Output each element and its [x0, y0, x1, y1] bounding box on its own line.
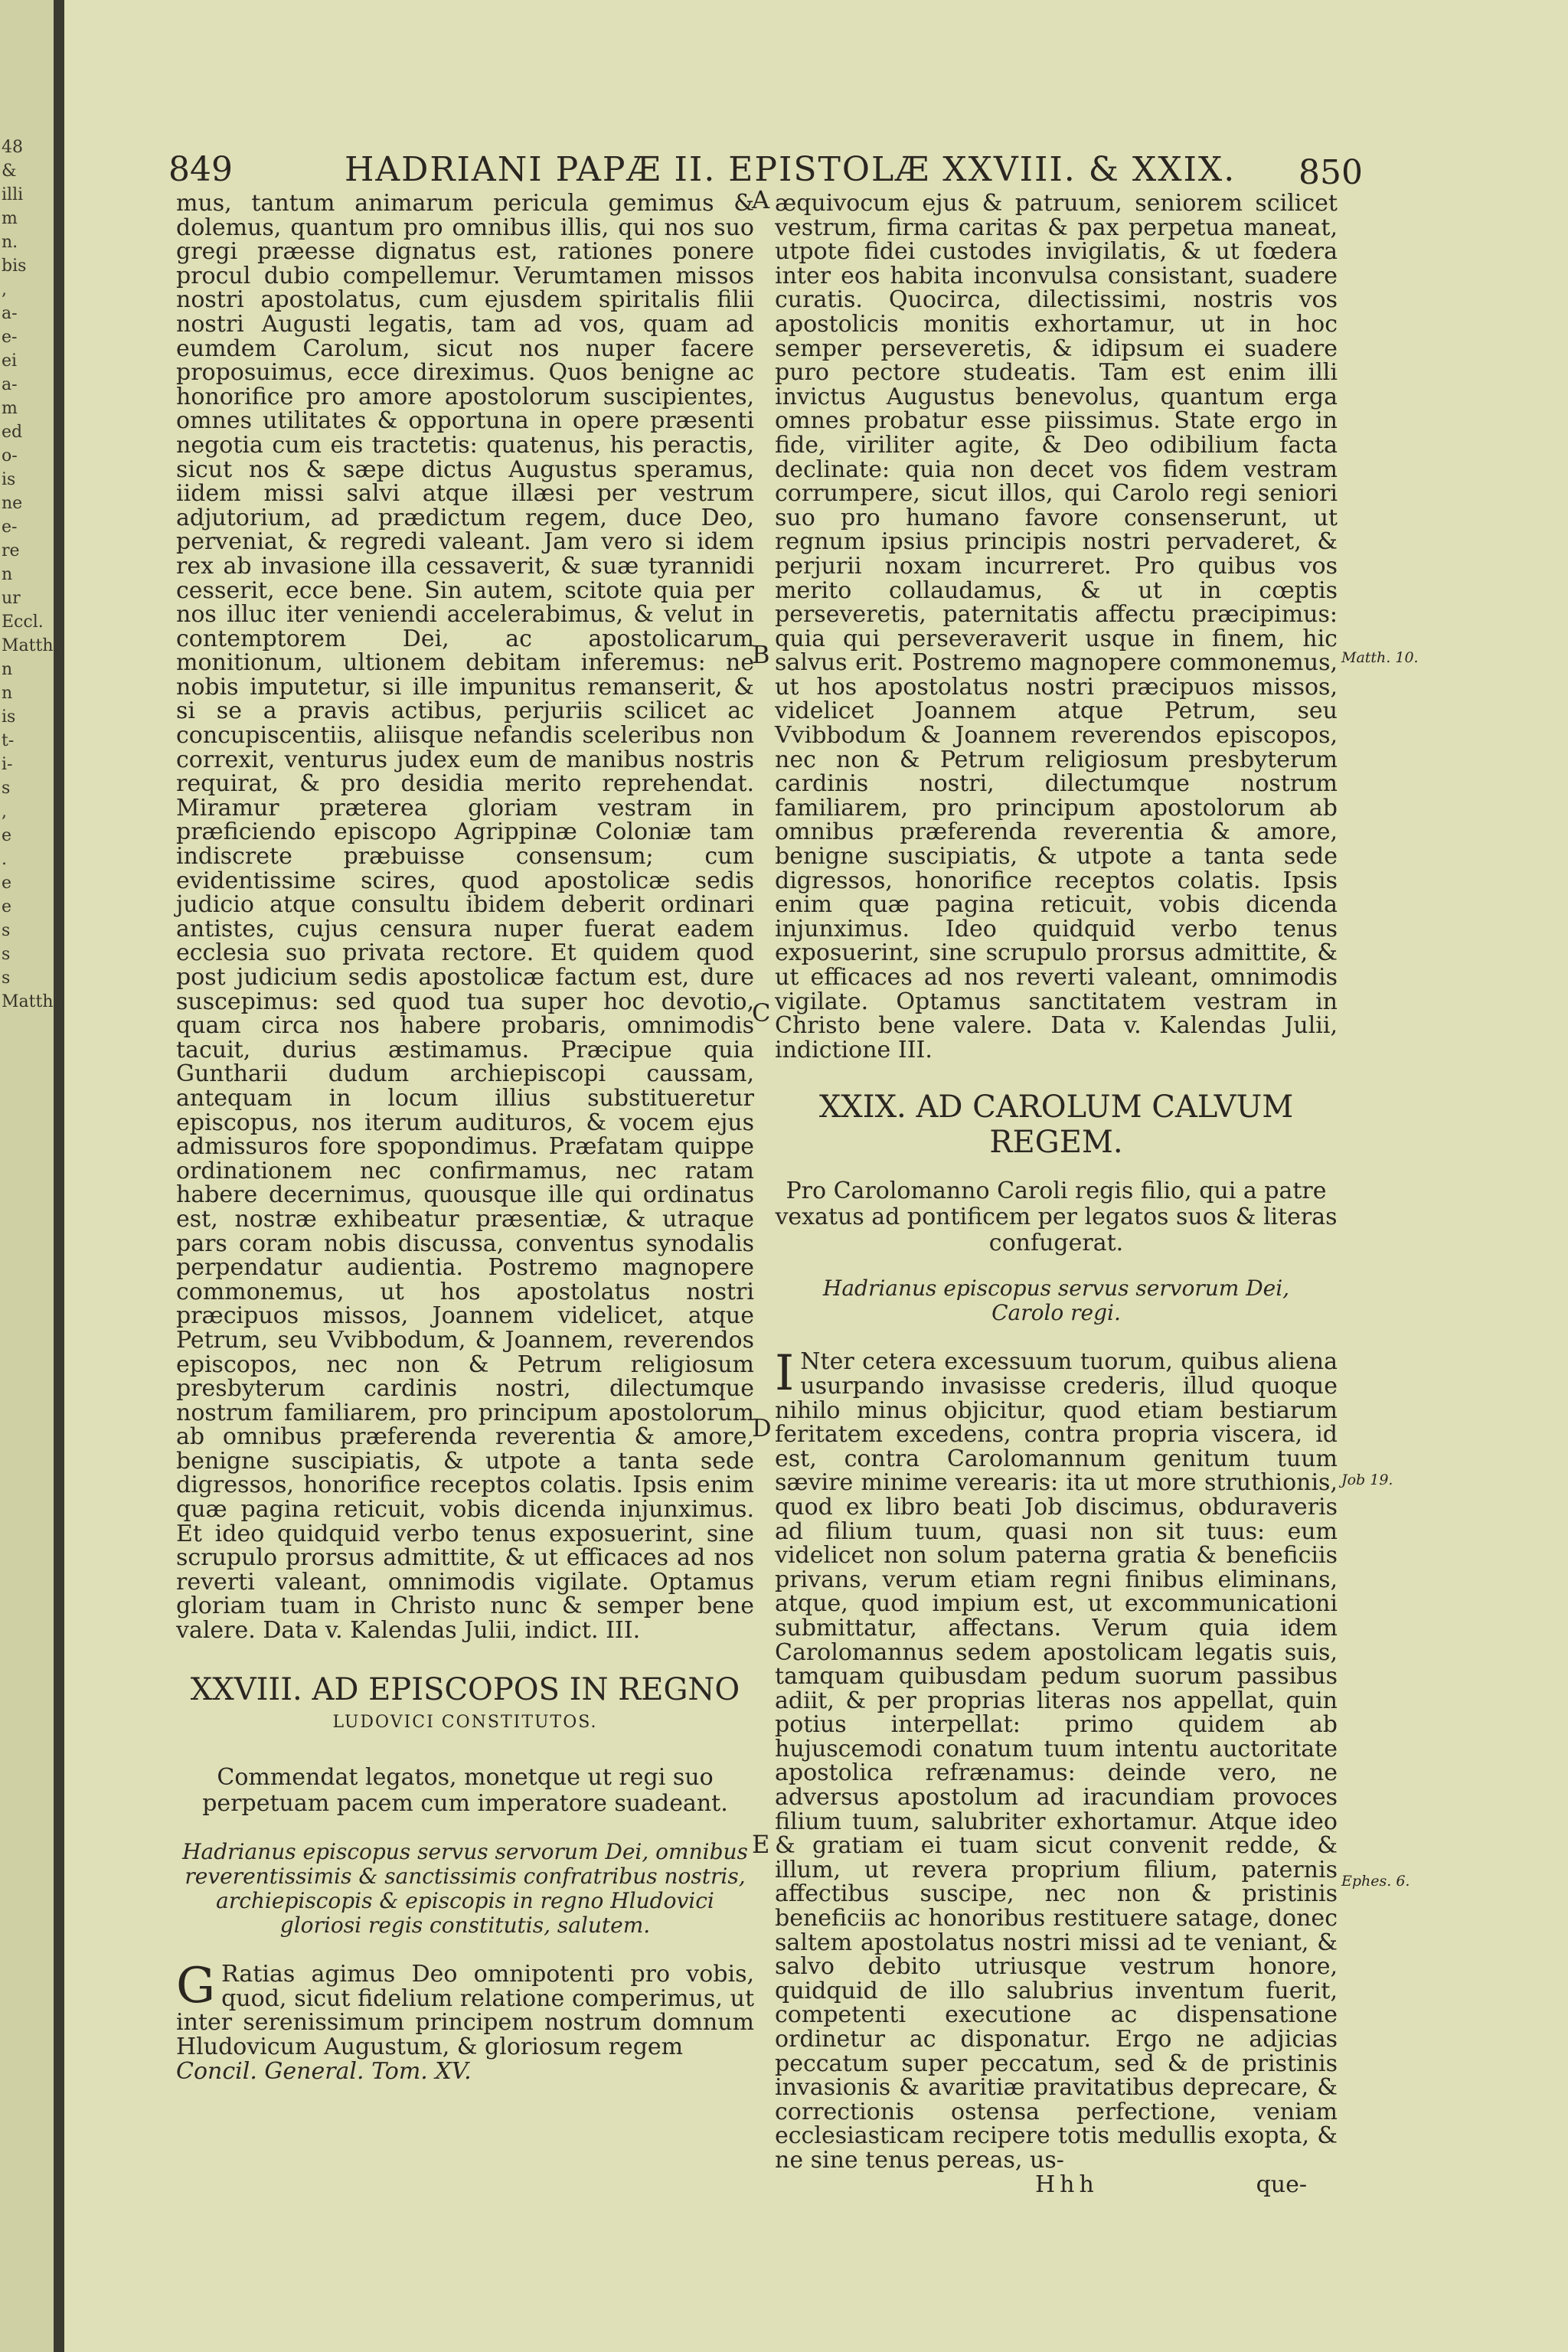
section-marker-d: D: [752, 1413, 772, 1442]
letter-28-summary: Commendat legatos, monetque ut regi suo perpetuam pacem cum imperatore suadeant.: [202, 1764, 728, 1818]
facing-page-fragment: a-: [2, 304, 18, 323]
facing-page-fragment: s: [2, 921, 11, 940]
facing-page-fragment: ,: [2, 280, 7, 299]
facing-page-fragment: m: [2, 399, 18, 418]
facing-page-fragment: Matth.: [2, 636, 59, 655]
letter-29-initial: I: [775, 1345, 795, 1403]
facing-page-fragment: is: [2, 707, 16, 727]
margin-note-job: Job 19.: [1341, 1472, 1393, 1488]
facing-page-fragment: Matth.: [2, 992, 59, 1011]
facing-page-fragment: 48: [2, 138, 23, 157]
letter-27-ending: mus, tantum animarum pericula gemimus & dolemus, quantum pro omnibus illis, qui nos suo gregi præesse dignatus est, rationes ponere procul dubio compellemur. Verumtamen missos nostri apostolatus, cum ejusdem spiritalis filii nostri Augusti legatis, tam ad vos, quam ad eumdem Carolum, sicut nos nuper facere proposuimus, ecce direximus. Quos benigne ac honorifice pro amore apostolorum suscipientes, omnes utilitates & opportuna in opere præsenti negotia cum eis tractetis: quatenus, his peractis, sicut nos & sæpe dictus Augustus speramus, iidem missi salvi atque illæsi per vestrum adjutorium, ad prædictum regem, duce Deo, perveniat, & regredi valeant. Jam vero si idem rex ab invasione illa cessaverit, & suæ tyrannidi cesserit, ecce bene. Sin autem, scitote quia per nos illuc iter veniendi accelerabimus, & velut in contemptorem Dei, ac apostolicarum monitionum, ultionem debitam inferemus: ne nobis imputetur, si ille impunitus remanserit, & si se a pravis actibus, perjuriis scilicet ac concupiscentiis, aliisque nefandis sceleribus non correxit, venturus judex eum de manibus nostris requirat, & pro desidia merito reprehendat. Miramur præterea gloriam vestram in præficiendo episcopo Agrippinæ Coloniæ tam indiscrete præbuisse consensum; cum evidentissime scires, quod apostolicæ sedis judicio atque consultu ibidem deberit ordinari antistes, cujus censura nuper fuerat eadem ecclesia suo privata rectore. Et quidem quod post judicium sedis apostolicæ factum est, dure suscepimus: sed quod tua super hoc devotio, quam circa nos habere probaris, omnimodis tacuit, durius æstimamus. Præcipue quia Guntharii dudum archiepiscopi caussam, antequam in locum illius substitueretur episcopus, nos iterum audituros, & vocem ejus admissuros fore spopondimus. Præfatam quippe ordinationem nec confirmamus, nec ratam habere decernimus, quousque ille qui ordinatus est, nostræ exhibeatur præsentiæ, & utraque pars coram nobis discussa, conventus synodalis perpendatur audientia. Postremo magnopere commonemus, ut hos apostolatus nostri præcipuos missos, Joannem videlicet, atque Petrum, seu Vvibbodum, & Joannem, reverendos episcopos, nec non & Petrum religiosum presbyterum cardinis nostri, dilectumque nostrum familiarem, pro principum apostolorum ab omnibus præferenda reverentia & amore, benigne suscipiatis, & utpote a tanta sede digressos, honorifice receptos colatis. Ipsis enim quæ pagina reticuit, vobis dicenda injunximus. Et ideo quidquid verbo tenus exposuerint, sine scrupulo prorsus admittite, & ut efficaces ad nos reverti valeant, omnimodis vigilate. Optamus gloriam tuam in Christo nunc & semper bene valere. Data v. Kalendas Julii, indict. III.: [176, 190, 754, 1645]
page-number-left: 849: [168, 150, 233, 189]
facing-page-fragment: e: [2, 826, 12, 845]
right-column: [775, 191, 1338, 2197]
letter-28-body-cont: æquivocum ejus & patruum, seniorem scilicet vestrum, firma caritas & pax perpetua maneat, utpote fidei custodes invigilatis, & ut fœdera inter eos habita inconvulsa consistant, suadere curatis. Quocirca, dilectissimi, nostris vos apostolicis monitis exhortamur, ut in hoc semper perseveretis, & idipsum ei suadere puro pectore studeatis. Tam est enim illi invictus Augustus benevolus, quantum erga omnes probatur esse piissimus. State ergo in fide, viriliter agite, & Deo odibilium facta declinate: quia non decet vos fidem vestram corrumpere, sicut illos, qui Carolo regi seniori suo pro humano favore consenserunt, ut regnum ipsius principis nostri pervaderet, & perjurii noxam incurreret. Pro quibus vos merito collaudamus, & ut in cœptis perseveretis, paternitatis affectu præcipimus: quia qui perseveraverit usque in finem, hic salvus erit. Postremo magnopere commonemus, ut hos apostolatus nostri præcipuos missos, videlicet Joannem atque Petrum, seu Vvibbodum & Joannem reverendos episcopos, nec non & Petrum religiosum presbyterum cardinis nostri, dilectumque nostrum familiarem, pro principum apostolorum ab omnibus præferenda reverentia & amore, benigne suscipiatis, & utpote a tanta sede digressos, honorifice receptos colatis. Ipsis enim quæ pagina reticuit, vobis dicenda injunximus. Ideo quidquid verbo tenus exposuerint, sine scrupulo prorsus admittite, & ut efficaces ad nos reverti valeant, omnimodis vigilate. Optamus sanctitatem vestram in Christo bene valere. Data v. Kalendas Julii, indictione III.: [775, 190, 1338, 1063]
facing-page-fragment: bis: [2, 256, 27, 276]
letter-29-heading: XXIX. AD CAROLUM CALVUM REGEM.: [818, 1089, 1294, 1161]
running-title: HADRIANI PAPÆ II. EPISTOLÆ XXVIII. & XXIX.: [345, 150, 1236, 189]
letter-28-salutation: Hadrianus episcopus servus servorum Dei, omnibus reverentissimis & sanctissimis confratribus nostris, archiepiscopis & episcopis in regno Hludovici gloriosi regis constitutis, salutem.: [182, 1839, 748, 1939]
letter-28-heading-sub: LUDOVICI CONSTITUTOS.: [332, 1712, 598, 1732]
letter-28-heading: XXVIII. AD EPISCOPOS IN REGNO: [190, 1671, 740, 1707]
facing-page-fragment: is: [2, 470, 16, 489]
facing-page-fragment: ,: [2, 802, 7, 822]
letter-29-salutation: Hadrianus episcopus servus servorum Dei,: [822, 1276, 1290, 1302]
facing-page-fragment: e: [2, 897, 12, 916]
facing-page-fragment: ei: [2, 351, 18, 371]
facing-page-fragment: n: [2, 684, 13, 703]
left-column: [176, 191, 754, 2083]
facing-page-fragment: n: [2, 565, 13, 584]
page-number-right: 850: [1298, 153, 1363, 192]
letter-28-body: Ratias agimus Deo omnipotenti pro vobis, quod, sicut fidelium relatione comperimus, ut inter serenissimum principem nostrum domnum Hludovicum Augustum, & gloriosum regem: [176, 1961, 754, 2060]
facing-page-fragment: o-: [2, 446, 18, 466]
volume-footer: Concil. General. Tom. XV.: [176, 2057, 472, 2085]
facing-page-fragment: i-: [2, 755, 13, 774]
facing-page-fragment: illi: [2, 185, 24, 204]
facing-page-fragment: ur: [2, 589, 21, 608]
facing-page-fragment: a-: [2, 375, 18, 394]
facing-page-fragment: &: [2, 162, 17, 181]
running-header: [168, 150, 1363, 192]
section-marker-c: C: [752, 998, 771, 1027]
facing-page-fragment: e-: [2, 518, 18, 537]
facing-page-fragment: e: [2, 874, 12, 893]
book-gutter: [54, 0, 64, 2352]
letter-28-initial: G: [176, 1958, 216, 2015]
letter-29-summary: Pro Carolomanno Caroli regis filio, qui a patre vexatus ad pontificem per legatos suos & literas confugerat.: [775, 1178, 1338, 1257]
facing-page-fragment: t-: [2, 731, 15, 750]
section-marker-a: A: [752, 185, 770, 214]
facing-page-fragment: n: [2, 660, 13, 679]
facing-page-fragment: n.: [2, 233, 18, 252]
section-marker-b: B: [752, 640, 770, 669]
facing-page-fragment: s: [2, 779, 11, 798]
facing-page-fragment: re: [2, 541, 20, 560]
facing-page-fragment: s: [2, 969, 11, 988]
facing-page-fragment: .: [2, 850, 7, 869]
margin-note-ephes: Ephes. 6.: [1341, 1873, 1410, 1890]
facing-page-fragment: Eccl.: [2, 612, 44, 632]
letter-29-addressee: Carolo regi.: [991, 1300, 1121, 1326]
facing-page-fragment: ed: [2, 423, 23, 442]
facing-page-fragment: ne: [2, 494, 23, 513]
margin-note-matth: Matth. 10.: [1341, 649, 1419, 666]
catchword: que-: [1256, 2171, 1307, 2198]
letter-29-body: Nter cetera excessuum tuorum, quibus aliena usurpando invasisse crederis, illud quoque nihilo minus objicitur, quod etiam bestiarum feritatem excedens, contra propria viscera, id est, contra Carolomannum genitum tuum sævire minime verearis: ita ut more struthionis, quod ex libro beati Job discimus, obduraveris ad filium tuum, quasi non sit tuus: eum videlicet non solum paterna gratia & beneficiis privans, verum etiam regni finibus eliminans, atque, quod impium est, ut excommunicationi submittatur, affectans. Verum quia idem Carolomannus sedem apostolicam legatis suis, tamquam quibusdam pedum suorum passibus adiit, & per proprias literas nos appellat, quin potius interpellat: primo quidem ab hujuscemodi conatum tuum intentu auctoritate apostolica refrænamus: deinde vero, ne adversus apostolum ad iracundiam provoces filium tuum, salubriter exhortamur. Atque ideo & gratiam ei tuam sicut convenit redde, & illum, ut revera proprium filium, paternis affectibus suscipe, nec non & pristinis beneficiis ac honoribus restituere satage, donec saltem apostolatus nostri missi ad te veniant, & salvo debito utriusque vestrum honore, quidquid de illo salubrius inventum fuerit, competenti executione ac dispensatione ordinetur ac disponatur. Ergo ne adjicias peccatum super peccatum, sed & de pristinis invasionis & avaritiæ pravitatibus deprecare, & correctionis ostensa perfectione, veniam ecclesiasticam recipere totis medullis exopta, & ne sine tenus pereas, us-: [775, 1348, 1338, 2174]
facing-page-fragment: m: [2, 209, 18, 228]
facing-page-fragment: s: [2, 945, 11, 964]
section-marker-e: E: [752, 1830, 770, 1859]
facing-page-fragment: e-: [2, 328, 18, 347]
signature-mark: Hhh: [1035, 2171, 1099, 2198]
